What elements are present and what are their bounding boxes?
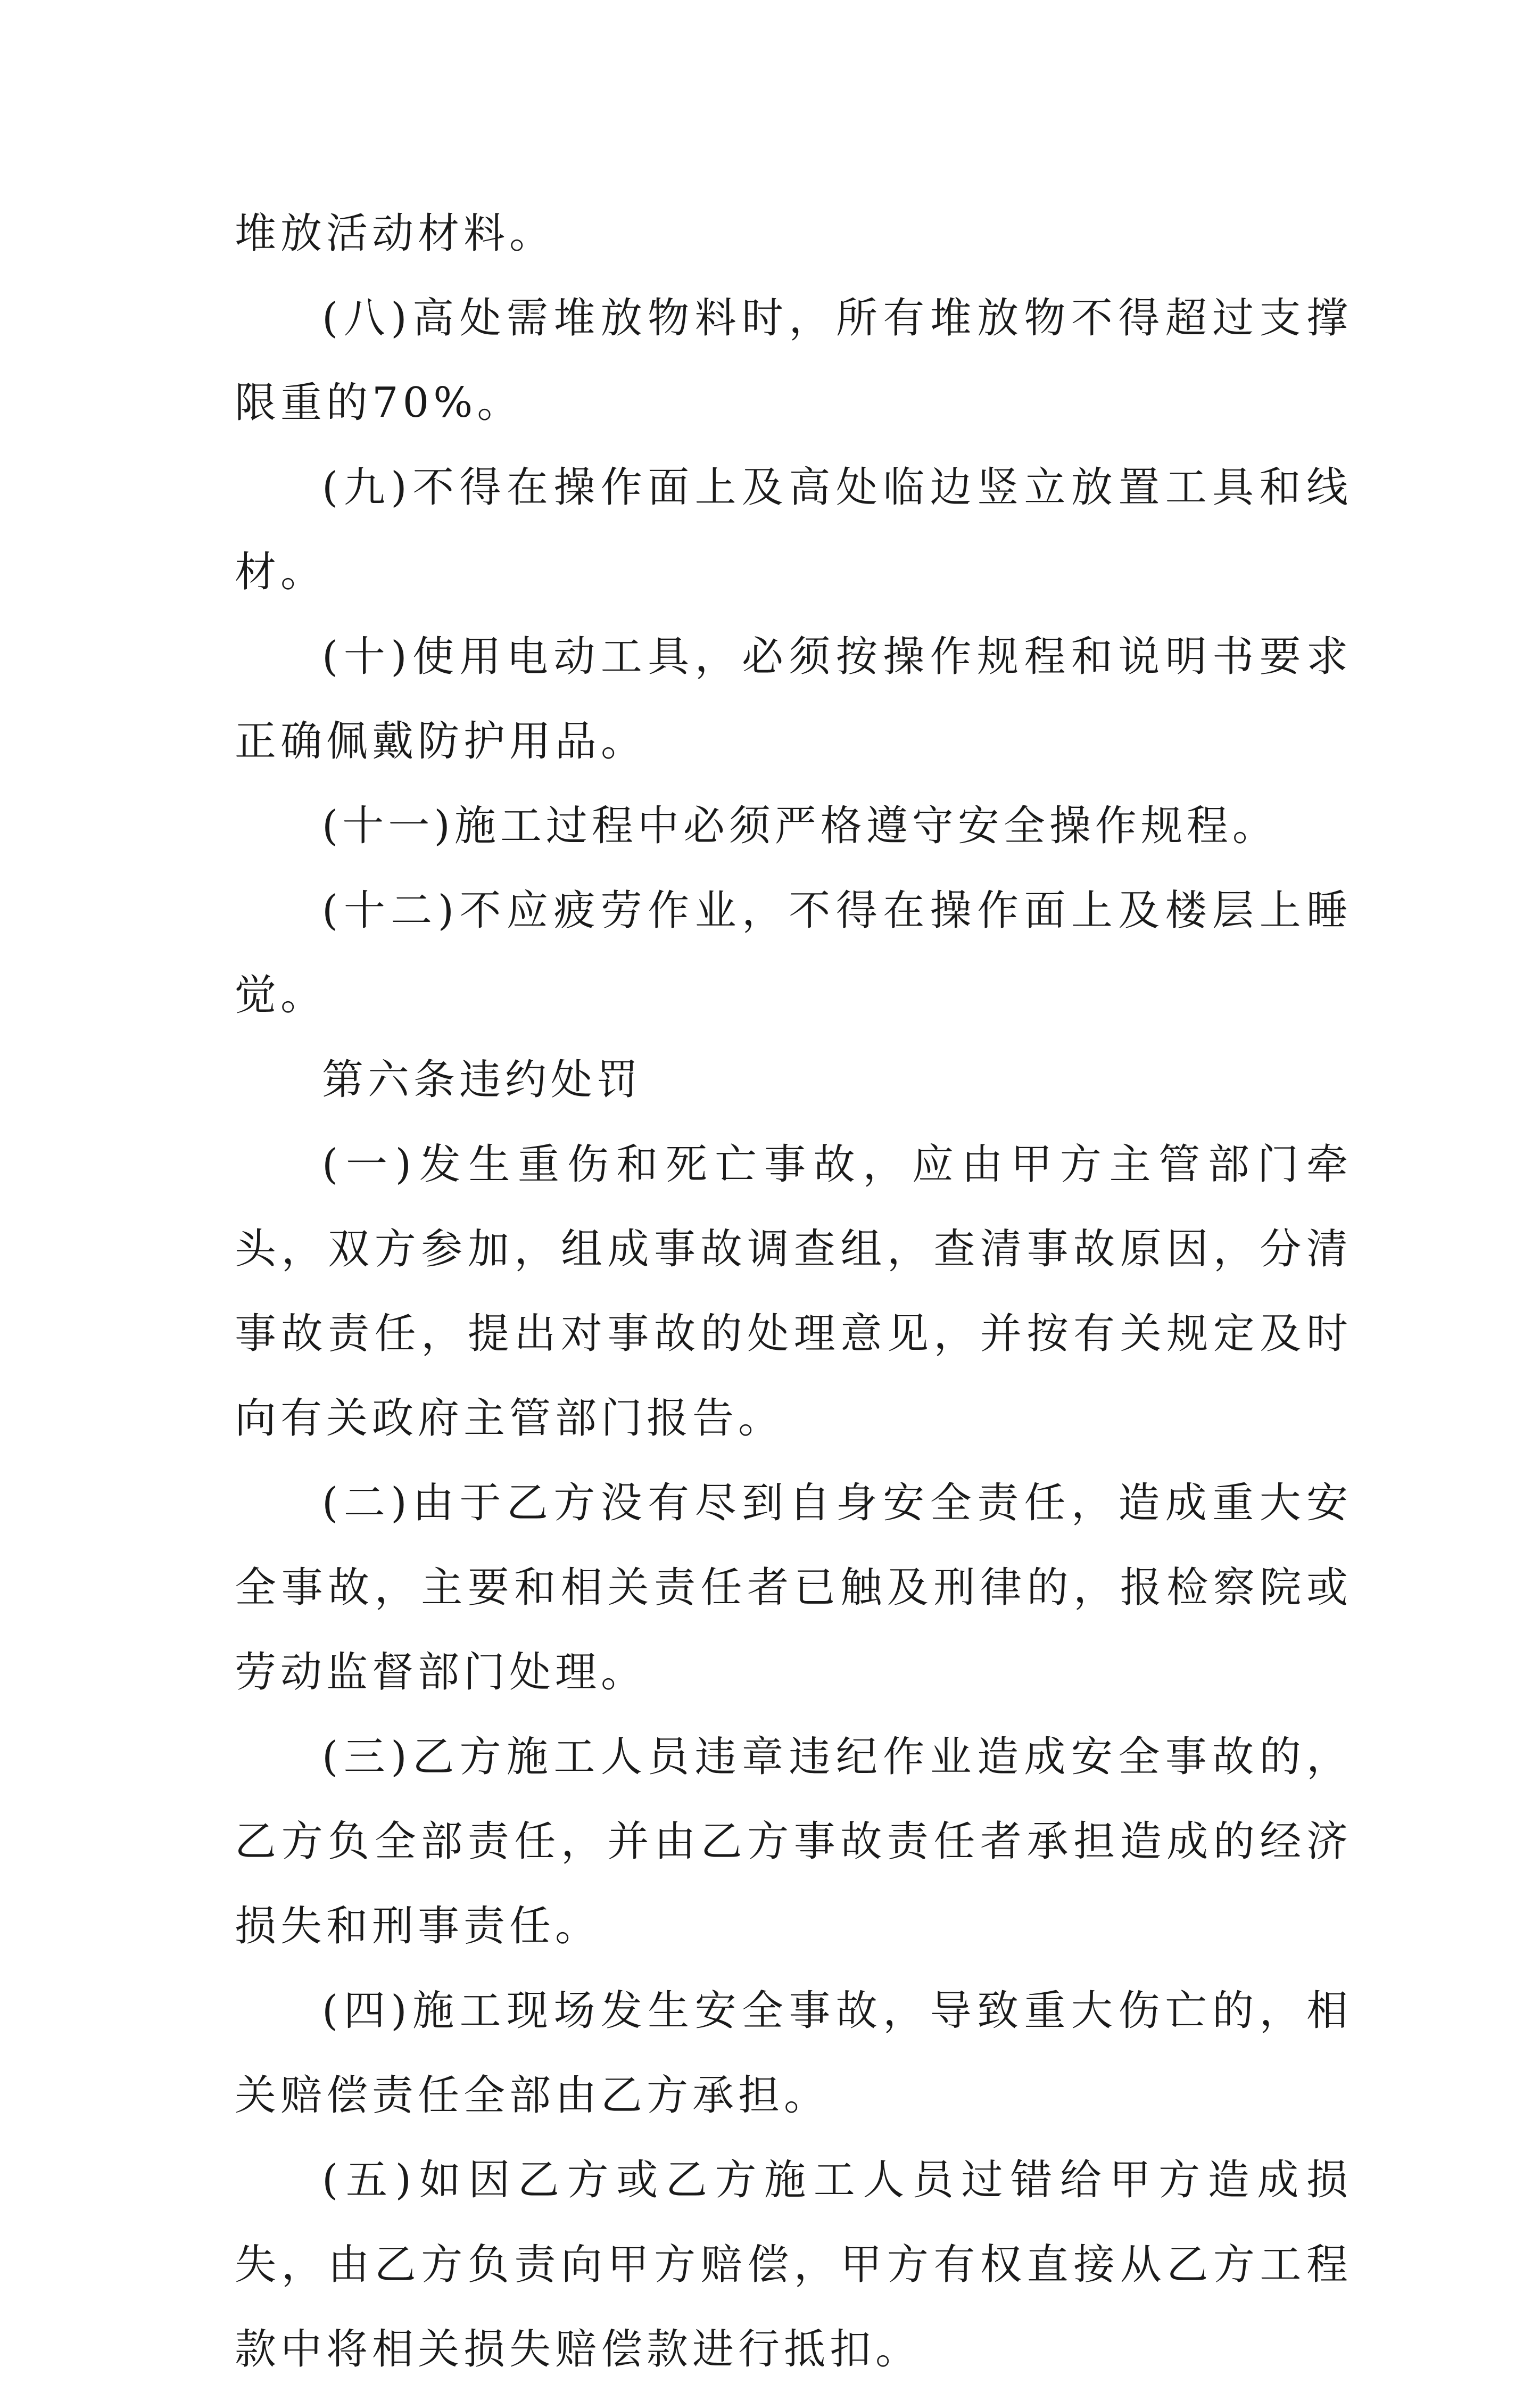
paragraph-continuation: 堆放活动材料。 bbox=[235, 210, 556, 258]
paragraph-item-9: (九)不得在操作面上及高处临边竖立放置工具和线材。 bbox=[235, 464, 1352, 596]
penalty-item-5: (五)如因乙方或乙方施工人员过错给甲方造成损失，由乙方负责向甲方赔偿，甲方有权直接从乙方工程款中将相关损失赔偿款进行抵扣。 bbox=[235, 2156, 1352, 2373]
section-heading-article-6: 第六条违约处罚 bbox=[322, 1056, 643, 1104]
paragraph-item-11: (十一)施工过程中必须严格遵守安全操作规程。 bbox=[322, 802, 1278, 850]
penalty-item-4: (四)施工现场发生安全事故，导致重大伤亡的，相关赔偿责任全部由乙方承担。 bbox=[235, 1987, 1352, 2119]
penalty-item-3: (三)乙方施工人员违章违纪作业造成安全事故的，乙方负全部责任，并由乙方事故责任者承担造成的经济损失和刑事责任。 bbox=[235, 1733, 1352, 1950]
paragraph-item-8: (八)高处需堆放物料时，所有堆放物不得超过支撑限重的70%。 bbox=[235, 294, 1352, 427]
penalty-item-2: (二)由于乙方没有尽到自身安全责任，造成重大安全事故，主要和相关责任者已触及刑律的，报检察院或劳动监督部门处理。 bbox=[235, 1479, 1352, 1696]
penalty-item-1: (一)发生重伤和死亡事故，应由甲方主管部门牵头，双方参加，组成事故调查组，查清事故原因，分清事故责任，提出对事故的处理意见，并按有关规定及时向有关政府主管部门报告。 bbox=[235, 1141, 1352, 1442]
document-body bbox=[235, 192, 1352, 2392]
paragraph-item-10: (十)使用电动工具，必须按操作规程和说明书要求正确佩戴防护用品。 bbox=[235, 633, 1352, 765]
paragraph-item-12: (十二)不应疲劳作业，不得在操作面上及楼层上睡觉。 bbox=[235, 887, 1352, 1019]
